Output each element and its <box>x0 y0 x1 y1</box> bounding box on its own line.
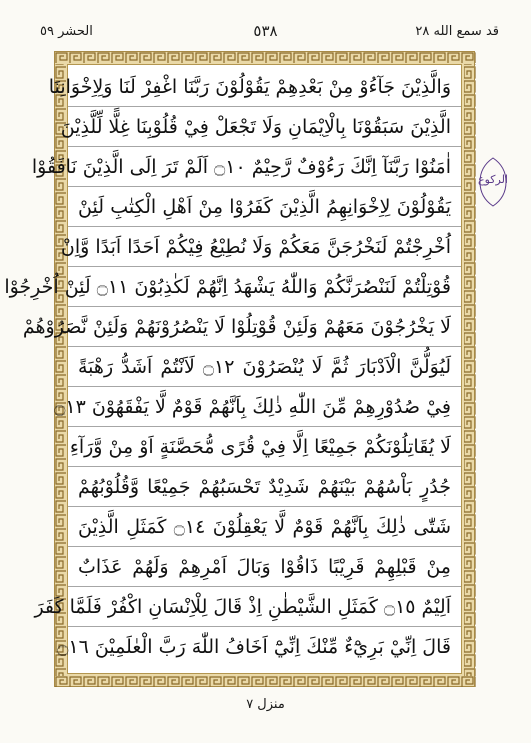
surah-title: الحشر ٥٩ <box>40 24 93 39</box>
verse-line: وَالَّذِيْنَ جَآءُوْ مِنْ بَعْدِهِمْ يَقُوْلُوْنَ رَبَّنَا اغْفِرْ لَنَا وَلِاِخْوَانِنَا <box>48 76 451 98</box>
verse-line: فِيْ صُدُوْرِهِمْ مِّنَ اللّٰهِ ذٰلِكَ بِاَنَّهُمْ قَوْمٌ لَّا يَفْقَهُوْنَ ۝١٣ <box>54 396 451 418</box>
verse-line: اَلِيْمٌ ۝١٥ كَمَثَلِ الشَّيْطٰنِ اِذْ قَالَ لِلْاِنْسَانِ اكْفُرْ فَلَمَّا كَفَرَ <box>34 596 451 618</box>
ruku-label: الركوع <box>478 173 508 186</box>
ornamental-frame <box>4 51 475 687</box>
verse-line: لَيُوَلُّنَّ الْاَدْبَارَ ثُمَّ لَا يُنْصَرُوْنَ ۝١٢ لَاَنْتُمْ اَشَدُّ رَهْبَةً <box>78 356 451 378</box>
page-number: ٥٣٨ <box>253 22 278 40</box>
ruku-marker <box>478 156 508 208</box>
verse-line: قُوْتِلْتُمْ لَنَنْصُرَنَّكُمْ وَاللّٰهُ يَشْهَدُ اِنَّهُمْ لَكٰذِبُوْنَ ۝١١ لَئِنْ اُخْرِجُوْا <box>4 276 451 298</box>
juz-title: قد سمع الله ٢٨ <box>415 24 499 39</box>
text-panel <box>4 64 462 674</box>
verse-line: لَا يُقَاتِلُوْنَكُمْ جَمِيْعًا اِلَّا فِيْ قُرًى مُّحَصَّنَةٍ اَوْ مِنْ وَّرَآءِ <box>69 436 451 458</box>
verse-line: يَقُوْلُوْنَ لِاِخْوَانِهِمُ الَّذِيْنَ كَفَرُوْا مِنْ اَهْلِ الْكِتٰبِ لَئِنْ <box>78 196 451 218</box>
verse-line: الَّذِيْنَ سَبَقُوْنَا بِالْاِيْمَانِ وَلَا تَجْعَلْ فِيْ قُلُوْبِنَا غِلًّا لِّلَّذِيْنَ <box>60 116 451 138</box>
verse-line: مِنْ قَبْلِهِمْ قَرِيْبًا ذَاقُوْا وَبَالَ اَمْرِهِمْ وَلَهُمْ عَذَابٌ <box>78 556 451 578</box>
verse-line: اٰمَنُوْا رَبَّنَآ اِنَّكَ رَءُوْفٌ رَّحِيْمٌ ۝١٠ اَلَمْ تَرَ اِلَى الَّذِيْنَ نَافَقُوْا <box>31 156 451 178</box>
verse-line: شَتّٰى ذٰلِكَ بِاَنَّهُمْ قَوْمٌ لَّا يَعْقِلُوْنَ ۝١٤ كَمَثَلِ الَّذِيْنَ <box>78 516 451 538</box>
verse-line: اُخْرِجْتُمْ لَنَخْرُجَنَّ مَعَكُمْ وَلَا نُطِيْعُ فِيْكُمْ اَحَدًا اَبَدًا وَّاِنْ <box>60 236 451 258</box>
verse-line: لَا يَخْرُجُوْنَ مَعَهُمْ وَلَئِنْ قُوْتِلُوْا لَا يَنْصُرُوْنَهُمْ وَلَئِنْ نَّصَرُوْهُمْ <box>22 316 451 338</box>
verse-line: جُدُرٍ بَاْسُهُمْ بَيْنَهُمْ شَدِيْدٌ تَحْسَبُهُمْ جَمِيْعًا وَّقُلُوْبُهُمْ <box>78 476 451 498</box>
manzil-footer: منزل ٧ <box>246 697 285 712</box>
verse-line: قَالَ اِنِّيْ بَرِيْٓءٌ مِّنْكَ اِنِّيْٓ اَخَافُ اللّٰهَ رَبَّ الْعٰلَمِيْنَ ۝١٦ <box>57 636 451 658</box>
